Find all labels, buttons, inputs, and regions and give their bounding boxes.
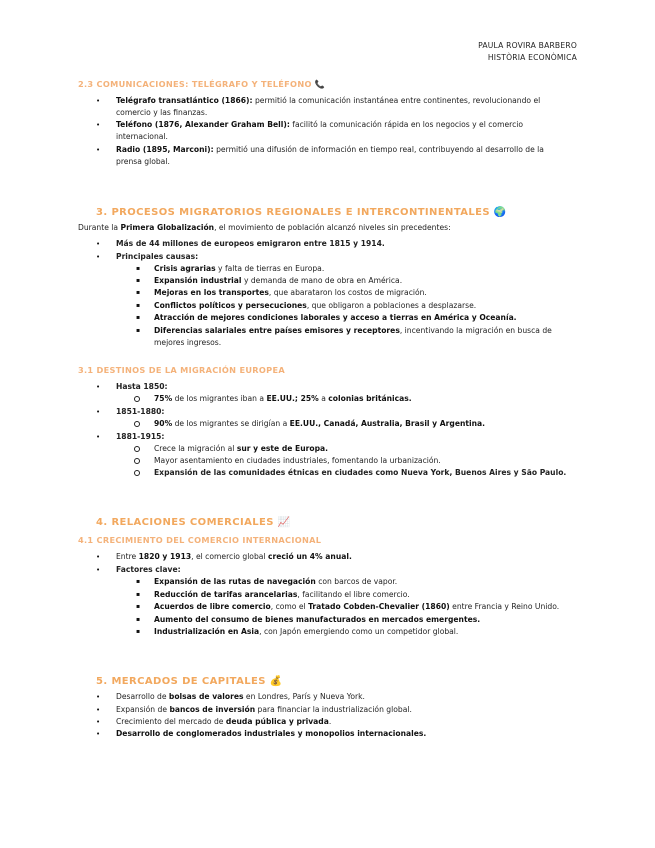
list-item: Desarrollo de conglomerados industriales y monopolios internacionales. [116,729,427,738]
bullet-dot: • [96,121,101,129]
sub-list-item: Reducción de tarifas arancelarias, facilitando el libre comercio. [154,590,410,599]
section-2-3-heading: 2.3 COMUNICACIONES: TELÉGRAFO Y TELÉFONO 📞 [78,79,326,89]
sub-list-item: 75% de los migrantes iban a EE.UU.; 25% a colonias británicas. [154,394,412,403]
list-item: Telégrafo transatlántico (1866): permitió la comunicación instantánea entre continentes, revolucionando el comercio y las finanzas. [116,96,541,117]
sub-bullet: ▪ [136,603,141,610]
bullet-dot: • [96,240,101,248]
circle-bullet [134,421,140,427]
sub-list-item: Expansión de las rutas de navegación con barcos de vapor. [154,577,398,586]
bullet-dot: • [96,566,101,574]
circle-bullet [134,446,140,452]
list-item: Teléfono (1876, Alexander Graham Bell): facilitó la comunicación rápida en los negocios y el comercio internacional. [116,120,524,141]
sub-bullet: ▪ [136,265,141,272]
list-item: Entre 1820 y 1913, el comercio global creció un 4% anual. [116,552,352,561]
sub-list-item: Crece la migración al sur y este de Europa. [154,444,329,453]
bullet-dot: • [96,718,101,726]
author-name: PAULA ROVIRA BARBERO [478,41,577,50]
sub-list-item: Mayor asentamiento en ciudades industriales, fomentando la urbanización. [154,456,441,465]
sub-bullet: ▪ [136,591,141,598]
bullet-dot: • [96,253,101,261]
sub-list-item: Mejoras en los transportes, que abarataron los costos de migración. [154,288,427,297]
list-item: Expansión de bancos de inversión para financiar la industrialización global. [116,705,412,714]
list-item: Desarrollo de bolsas de valores en Londres, París y Nueva York. [116,692,365,701]
sub-list-item: Expansión de las comunidades étnicas en ciudades como Nueva York, Buenos Aires y São Paulo. [154,468,567,477]
section-3-heading: 3. PROCESOS MIGRATORIOS REGIONALES E INTERCONTINENTALES 🌍 [96,207,507,218]
course-subject: HISTÒRIA ECONÒMICA [487,53,577,62]
sub-list-item: Expansión industrial y demanda de mano de obra en América. [154,276,403,285]
list-item: Crecimiento del mercado de deuda pública y privada. [116,717,332,726]
author-header [478,40,577,64]
section-4-heading: 4. RELACIONES COMERCIALES 📈 [96,517,291,528]
list-item: Principales causas: [116,252,199,261]
list-item: Hasta 1850: [116,382,168,391]
section-5-heading: 5. MERCADOS DE CAPITALES 💰 [96,676,283,687]
sub-bullet: ▪ [136,277,141,284]
sub-list-item: Conflictos políticos y persecuciones, que obligaron a poblaciones a desplazarse. [154,301,477,310]
bullet-dot: • [96,146,101,154]
sub-bullet: ▪ [136,314,141,321]
list-item: 1881-1915: [116,432,165,441]
bullet-dot: • [96,693,101,701]
circle-bullet [134,396,140,402]
bullet-dot: • [96,706,101,714]
sub-list-item: 90% de los migrantes se dirigían a EE.UU., Canadá, Australia, Brasil y Argentina. [154,419,486,428]
sub-list-item: Diferencias salariales entre países emisores y receptores, incentivando la migración en busca de mejores ingresos. [154,326,552,347]
sub-list-item: Atracción de mejores condiciones laborales y acceso a tierras en América y Oceanía. [154,313,517,322]
bullet-dot: • [96,383,101,391]
sub-bullet: ▪ [136,302,141,309]
section-3-1-heading: 3.1 DESTINOS DE LA MIGRACIÓN EUROPEA [78,365,285,375]
sub-bullet: ▪ [136,327,141,334]
sub-list-item: Acuerdos de libre comercio, como el Tratado Cobden-Chevalier (1860) entre Francia y Reino Unido. [154,602,560,611]
list-item: Factores clave: [116,565,181,574]
bullet-dot: • [96,553,101,561]
bullet-dot: • [96,408,101,416]
sub-bullet: ▪ [136,628,141,635]
sub-bullet: ▪ [136,289,141,296]
list-item: Radio (1895, Marconi): permitió una difusión de información en tiempo real, contribuyendo al desarrollo de la prensa global. [116,145,544,166]
sub-bullet: ▪ [136,578,141,585]
circle-bullet [134,458,140,464]
circle-bullet [134,470,140,476]
sub-list-item: Industrialización en Asia, con Japón emergiendo como un competidor global. [154,627,459,636]
list-item: 1851-1880: [116,407,165,416]
sub-bullet: ▪ [136,616,141,623]
section-4-1-heading: 4.1 CRECIMIENTO DEL COMERCIO INTERNACIONAL [78,535,322,545]
sub-list-item: Aumento del consumo de bienes manufacturados en mercados emergentes. [154,615,481,624]
sub-list-item: Crisis agrarias y falta de tierras en Europa. [154,264,325,273]
section-3-intro: Durante la Primera Globalización, el movimiento de población alcanzó niveles sin precedentes: [78,223,451,232]
bullet-dot: • [96,730,101,738]
bullet-dot: • [96,97,101,105]
bullet-dot: • [96,433,101,441]
list-item: Más de 44 millones de europeos emigraron entre 1815 y 1914. [116,239,385,248]
